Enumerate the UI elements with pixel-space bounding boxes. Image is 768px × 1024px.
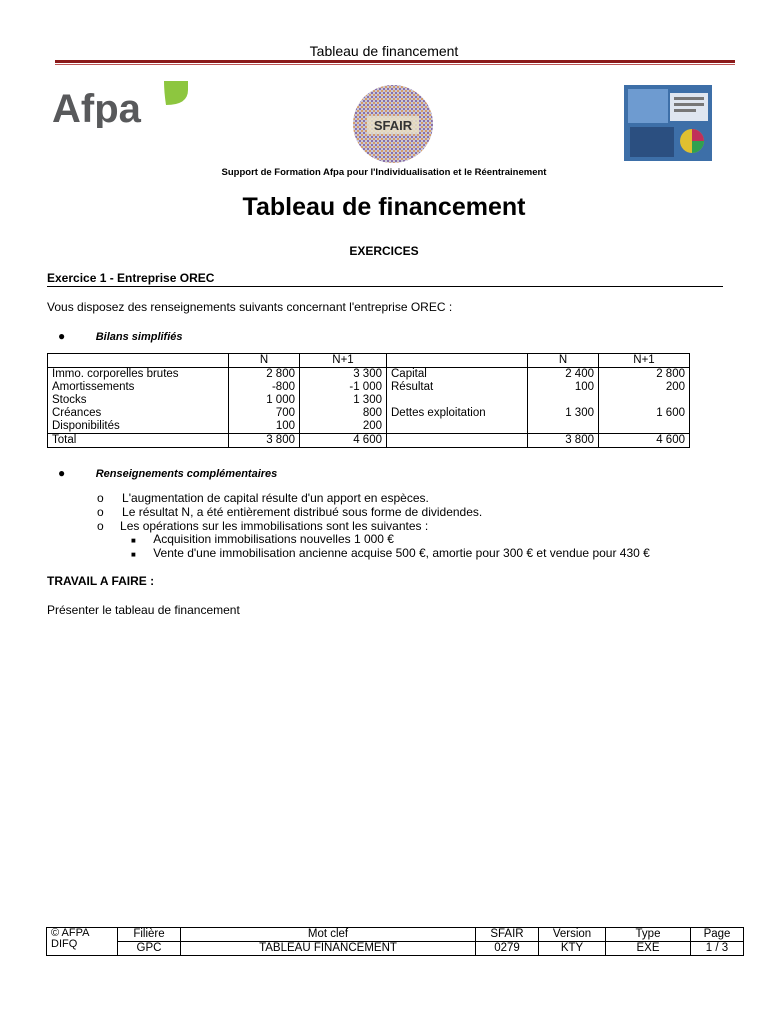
- table-cell: [229, 368, 300, 434]
- passif-n1-value: 200: [665, 381, 685, 393]
- table-header-row: [48, 354, 690, 368]
- table-cell: [300, 368, 387, 434]
- list-item-text: Acquisition immobilisations nouvelles 1 000 €: [153, 532, 394, 546]
- table-total-row: [48, 434, 690, 448]
- actif-n-value: 100: [275, 420, 295, 432]
- header-rule: [55, 60, 735, 63]
- total-value: 4 600: [300, 434, 387, 448]
- footer-value-cell: GPC: [118, 942, 181, 956]
- list-marker-icon: o: [97, 519, 104, 533]
- passif-label: Capital: [391, 368, 427, 380]
- total-value: 3 800: [528, 434, 599, 448]
- table-header-cell: N+1: [599, 354, 690, 368]
- footer-value-cell: KTY: [539, 942, 606, 956]
- table-header-cell: [48, 354, 229, 368]
- footer-header-cell: Filière: [118, 928, 181, 942]
- table-header-cell: [387, 354, 528, 368]
- afpa-logo-text: Afpa: [52, 87, 141, 128]
- footer-header-cell: Version: [539, 928, 606, 942]
- footer-org: [47, 928, 118, 956]
- actif-label: Créances: [52, 407, 102, 419]
- actif-label: Immo. corporelles brutes: [52, 368, 179, 380]
- list-marker-icon: o: [97, 505, 104, 519]
- bullet-bilans: [58, 327, 183, 345]
- bullet-dot-icon: ●: [58, 466, 66, 480]
- bullet-label: Bilans simplifiés: [95, 331, 183, 343]
- actif-n-value: -800: [271, 381, 295, 393]
- section-heading: EXERCICES: [349, 244, 419, 258]
- table-cell: [528, 368, 599, 434]
- header-rule-thin: [55, 64, 735, 65]
- passif-n1-value: 1 600: [656, 407, 685, 419]
- passif-spacer: [391, 394, 523, 407]
- afpa-logo: [52, 78, 192, 128]
- travail-heading: TRAVAIL A FAIRE :: [47, 574, 155, 588]
- exercise-title: Exercice 1 - Entreprise OREC: [47, 271, 215, 285]
- actif-n-value: 700: [275, 407, 295, 419]
- actif-label: Disponibilités: [52, 420, 120, 432]
- passif-n-value: 100: [574, 381, 594, 393]
- list-item-text: Le résultat N, a été entièrement distribué sous forme de dividendes.: [122, 505, 483, 519]
- list-item-text: Les opérations sur les immobilisations sont les suivantes :: [120, 519, 429, 533]
- footer-value-cell: TABLEAU FINANCEMENT: [181, 942, 476, 956]
- list-item: [97, 519, 428, 533]
- passif-label: Résultat: [391, 381, 434, 393]
- bullet-renseignements: [58, 464, 277, 482]
- math-graphic-image: [624, 85, 712, 161]
- passif-n-value: 2 400: [565, 368, 594, 380]
- footer-org-text: © AFPA DIFQ: [51, 927, 89, 950]
- footer-header-cell: Mot clef: [181, 928, 476, 942]
- intro-text: Vous disposez des renseignements suivants concernant l'entreprise OREC :: [47, 300, 453, 314]
- task-text: Présenter le tableau de financement: [47, 603, 240, 617]
- exercise-rule: [47, 286, 723, 287]
- actif-n1-value: 200: [362, 420, 382, 432]
- actif-n-value: 1 000: [266, 394, 295, 406]
- bilan-table: [47, 353, 690, 448]
- list-item: [131, 532, 394, 546]
- footer-value-cell: 1 / 3: [691, 942, 744, 956]
- actif-n1-value: 800: [362, 407, 382, 419]
- footer-table: [46, 927, 744, 956]
- footer-header-row: [47, 928, 744, 942]
- actif-n1-value: 3 300: [353, 368, 382, 380]
- square-bullet-icon: ■: [131, 550, 136, 559]
- page-title: Tableau de financement: [242, 193, 526, 221]
- table-header-cell: N+1: [300, 354, 387, 368]
- total-value: 4 600: [599, 434, 690, 448]
- sfair-logo-text: SFAIR: [373, 118, 413, 133]
- footer-header-cell: Type: [606, 928, 691, 942]
- header-title: Tableau de financement: [309, 43, 459, 59]
- bullet-label: Renseignements complémentaires: [95, 468, 278, 480]
- table-cell: [387, 368, 528, 434]
- footer-value-row: [47, 942, 744, 956]
- list-item: [97, 491, 429, 505]
- table-cell: [387, 434, 528, 448]
- footer-value-cell: EXE: [606, 942, 691, 956]
- footer-value-cell: 0279: [476, 942, 539, 956]
- actif-n-value: 2 800: [266, 368, 295, 380]
- list-item-text: Vente d'une immobilisation ancienne acquise 500 €, amortie pour 300 € et vendue pour 430 €: [153, 546, 650, 560]
- total-value: 3 800: [229, 434, 300, 448]
- sfair-logo: [351, 84, 435, 164]
- actif-label: Amortissements: [52, 381, 135, 393]
- list-item: [97, 505, 482, 519]
- bullet-dot-icon: ●: [58, 329, 66, 343]
- passif-spacer: [603, 394, 685, 407]
- total-label: Total: [48, 434, 229, 448]
- passif-spacer: [532, 394, 594, 407]
- passif-n1-value: 2 800: [656, 368, 685, 380]
- support-line: Support de Formation Afpa pour l'Individualisation et le Réentrainement: [221, 167, 547, 178]
- footer-header-cell: Page: [691, 928, 744, 942]
- list-item-text: L'augmentation de capital résulte d'un apport en espèces.: [122, 491, 429, 505]
- passif-n-value: 1 300: [565, 407, 594, 419]
- actif-label: Stocks: [52, 394, 87, 406]
- table-cell: [48, 368, 229, 434]
- table-header-cell: N: [528, 354, 599, 368]
- footer-header-cell: SFAIR: [476, 928, 539, 942]
- square-bullet-icon: ■: [131, 536, 136, 545]
- table-row: [48, 368, 690, 434]
- actif-n1-value: -1 000: [349, 381, 382, 393]
- list-marker-icon: o: [97, 491, 104, 505]
- table-cell: [599, 368, 690, 434]
- actif-n1-value: 1 300: [353, 394, 382, 406]
- list-item: [131, 546, 650, 560]
- table-header-cell: N: [229, 354, 300, 368]
- passif-label: Dettes exploitation: [391, 407, 486, 419]
